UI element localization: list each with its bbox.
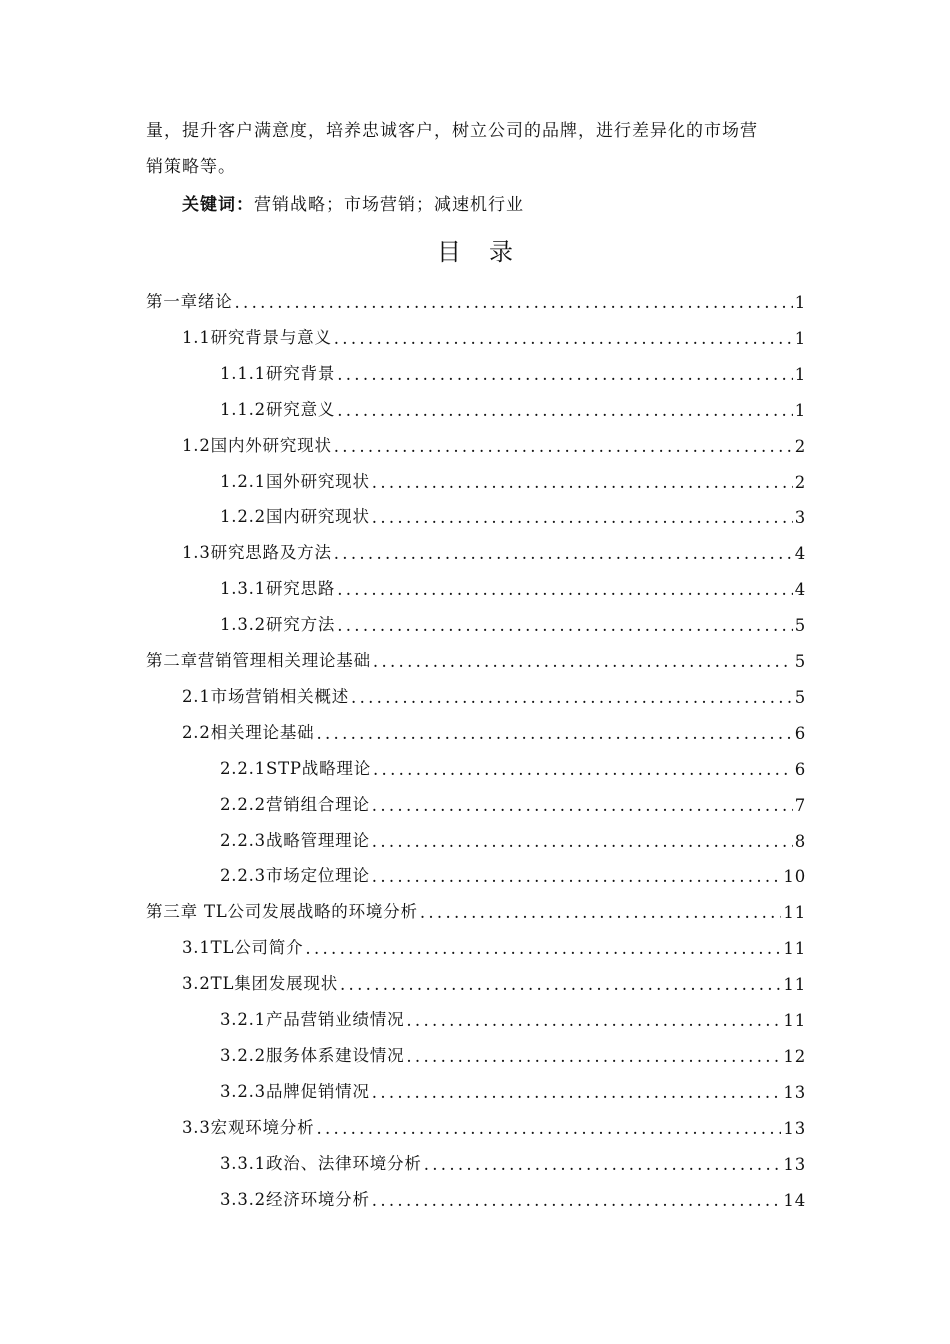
toc-entry[interactable] [182, 1110, 806, 1138]
toc-entry-page: 13 [783, 1118, 806, 1138]
toc-entry-page: 8 [794, 831, 806, 851]
toc-entry-title: 1.1.2研究意义 [220, 396, 335, 420]
toc-entry-title: 3.3.2经济环境分析 [220, 1186, 370, 1210]
toc-entry[interactable] [220, 787, 806, 815]
toc-entry-title: 1.3.1研究思路 [220, 575, 335, 599]
toc-entry-title: 第一章绪论 [146, 288, 233, 312]
toc-leader-dots [372, 473, 793, 492]
toc-entry[interactable] [220, 1182, 806, 1210]
toc-leader-dots [372, 832, 793, 851]
toc-entry-page: 1 [794, 328, 806, 348]
toc-entry-page: 2 [794, 472, 806, 492]
toc-entry-page: 10 [783, 867, 806, 887]
toc-entry-page: 6 [794, 759, 806, 779]
toc-leader-dots [372, 1191, 782, 1210]
toc-entry-title: 1.1研究背景与意义 [182, 324, 332, 348]
toc-leader-dots [372, 508, 793, 527]
toc-leader-dots [406, 1011, 781, 1030]
toc-leader-dots [424, 1155, 782, 1174]
toc-entry-title: 1.2.1国外研究现状 [220, 468, 370, 492]
keywords-label: 关键词： [182, 195, 254, 215]
toc-entry-title: 3.3.1政治、法律环境分析 [220, 1150, 422, 1174]
toc-entry-page: 4 [794, 544, 806, 564]
toc-entry[interactable] [182, 679, 806, 707]
toc-entry-title: 1.2国内外研究现状 [182, 432, 332, 456]
toc-leader-dots [373, 760, 793, 779]
toc-entry[interactable] [220, 823, 806, 851]
toc-entry[interactable] [220, 1002, 806, 1030]
toc-entry-title: 第二章营销管理相关理论基础 [146, 647, 371, 671]
toc-entry-title: 1.2.2国内研究现状 [220, 503, 370, 527]
toc-entry-page: 2 [794, 436, 806, 456]
toc-entry[interactable] [182, 966, 806, 994]
toc-entry-page: 11 [783, 975, 806, 995]
toc-leader-dots [334, 437, 793, 456]
toc-entry[interactable] [182, 428, 806, 456]
toc-entry[interactable] [220, 464, 806, 492]
toc-leader-dots [337, 580, 793, 599]
toc-entry-page: 14 [783, 1190, 806, 1210]
toc-leader-dots [316, 1119, 781, 1138]
toc-entry[interactable] [220, 858, 806, 886]
toc-entry-title: 1.3研究思路及方法 [182, 539, 332, 563]
toc-entry[interactable] [220, 499, 806, 527]
toc-entry-title: 1.3.2研究方法 [220, 611, 335, 635]
toc-entry-page: 4 [794, 580, 806, 600]
toc-entry-page: 11 [783, 1011, 806, 1030]
toc-entry-title: 3.3宏观环境分析 [182, 1114, 314, 1138]
toc-leader-dots [337, 616, 793, 635]
toc-entry-page: 5 [794, 687, 806, 707]
toc-entry[interactable] [220, 1074, 806, 1102]
toc-entry-page: 1 [794, 400, 806, 420]
toc-entry-page: 5 [794, 652, 806, 671]
toc-leader-dots [420, 903, 782, 922]
toc-entry-title: 2.2.3市场定位理论 [220, 862, 370, 886]
toc-leader-dots [235, 293, 793, 312]
toc-entry[interactable] [220, 356, 806, 384]
toc-leader-dots [372, 1083, 782, 1102]
toc-entry[interactable] [220, 1146, 806, 1174]
toc-entry-page: 1 [794, 364, 806, 384]
body-text-line-2: 销策略等。 [146, 157, 236, 177]
toc-entry-page: 3 [794, 508, 806, 528]
toc-leader-dots [337, 365, 793, 384]
keywords-value: 营销战略；市场营销；减速机行业 [254, 195, 524, 215]
toc-entry-title: 2.2.1STP战略理论 [220, 755, 371, 779]
toc-entry-title: 2.2相关理论基础 [182, 719, 314, 743]
toc-leader-dots [406, 1047, 781, 1066]
toc-entry-title: 3.2.3品牌促销情况 [220, 1078, 370, 1102]
toc-entry[interactable] [146, 643, 806, 671]
toc-leader-dots [351, 688, 793, 707]
toc-entry[interactable] [220, 571, 806, 599]
toc-entry-title: 2.2.3战略管理理论 [220, 827, 370, 851]
toc-leader-dots [334, 329, 793, 348]
toc-entry-title: 2.1市场营销相关概述 [182, 683, 349, 707]
toc-entry-page: 7 [794, 795, 806, 815]
toc-entry-title: 3.2.1产品营销业绩情况 [220, 1006, 404, 1030]
toc-entry-page: 11 [783, 939, 806, 959]
toc-leader-dots [316, 724, 792, 743]
toc-entry[interactable] [220, 1038, 806, 1066]
toc-entry[interactable] [182, 535, 806, 563]
toc-entry-page: 11 [783, 903, 806, 923]
toc-leader-dots [372, 867, 782, 886]
toc-entry-page: 1 [794, 293, 806, 312]
body-text-line-1: 量，提升客户满意度，培养忠诚客户，树立公司的品牌，进行差异化的市场营 [146, 121, 758, 141]
toc-entry-title: 1.1.1研究背景 [220, 360, 335, 384]
toc-entry[interactable] [220, 751, 806, 779]
toc-entry[interactable] [220, 392, 806, 420]
toc-entry[interactable] [220, 607, 806, 635]
toc-leader-dots [337, 401, 793, 420]
toc-entry-page: 5 [794, 616, 806, 636]
toc-entry-title: 第三章 TL公司发展战略的环境分析 [146, 898, 418, 922]
toc-leader-dots [305, 939, 781, 958]
toc-entry-title: 3.2.2服务体系建设情况 [220, 1042, 404, 1066]
toc-entry[interactable] [146, 284, 806, 312]
toc-entry-title: 3.2TL集团发展现状 [182, 970, 338, 994]
toc-leader-dots [373, 652, 793, 671]
toc-entry[interactable] [182, 715, 806, 743]
toc-leader-dots [340, 975, 781, 994]
toc-entry-page: 12 [783, 1046, 806, 1066]
toc-entry-title: 3.1TL公司简介 [182, 934, 303, 958]
toc-entry-title: 2.2.2营销组合理论 [220, 791, 370, 815]
toc-entry-page: 13 [783, 1154, 806, 1174]
toc-entry[interactable] [146, 894, 806, 922]
keywords-line [182, 190, 524, 215]
toc-leader-dots [372, 796, 793, 815]
toc-title: 目录 [437, 238, 541, 266]
toc-entry-page: 13 [783, 1082, 806, 1102]
toc-entry[interactable] [182, 320, 806, 348]
toc-leader-dots [334, 544, 793, 563]
toc-entry-page: 6 [794, 723, 806, 743]
toc-entry[interactable] [182, 930, 806, 958]
